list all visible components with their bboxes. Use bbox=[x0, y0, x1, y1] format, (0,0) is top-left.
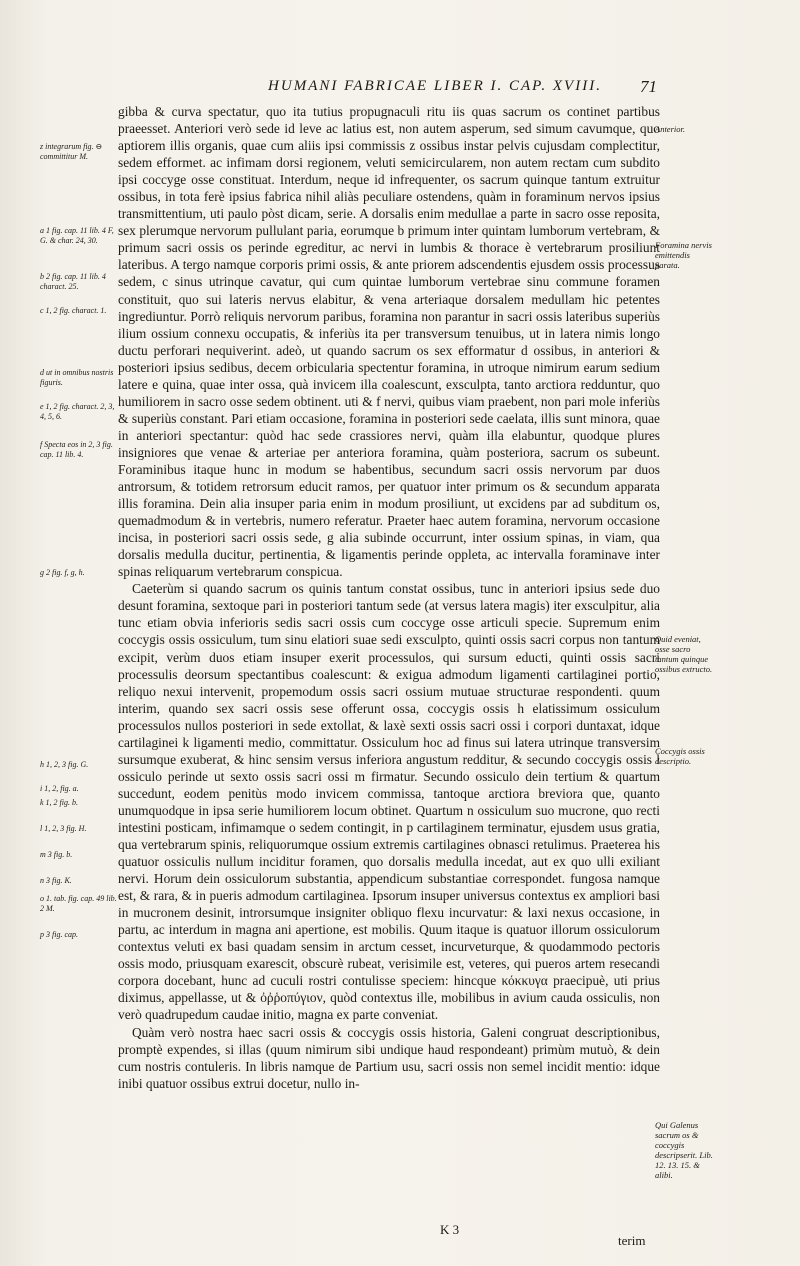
running-title: HUMANI FABRICAE LIBER I. CAP. XVIII. bbox=[268, 78, 602, 94]
right-margin-note: Quid eveniat, osse sacro tantum quinque ossibus extructo. bbox=[655, 634, 713, 674]
left-margin-note: a 1 fig. cap. 11 lib. 4 F, G. & char. 24, 30. bbox=[40, 226, 114, 245]
left-margin-note: m 3 fig. b. bbox=[40, 850, 73, 859]
left-margin-note: i 1, 2, fig. a. bbox=[40, 784, 79, 793]
page-number: 71 bbox=[640, 77, 657, 96]
left-margin-note: k 1, 2 fig. b. bbox=[40, 798, 78, 807]
left-margin-note: o 1. tab. fig. cap. 49 lib. 2 M. bbox=[40, 894, 117, 913]
left-margin-note: e 1, 2 fig. charact. 2, 3, 4, 5, 6. bbox=[40, 402, 115, 421]
left-margin-note: c 1, 2 fig. charact. 1. bbox=[40, 306, 107, 315]
left-margin-note: b 2 fig. cap. 11 lib. 4 charact. 25. bbox=[40, 272, 106, 291]
left-margin-note: l 1, 2, 3 fig. H. bbox=[40, 824, 87, 833]
right-margin-note: Qui Galenus sacrum os & coccygis descripserit. Lib. 12. 13. 15. & alibi. bbox=[655, 1120, 713, 1180]
right-margin-note: Coccygis ossis descriptio. bbox=[655, 746, 705, 766]
main-text bbox=[118, 103, 660, 1092]
catchword: terim bbox=[618, 1233, 646, 1248]
paragraph-1: gibba & curva spectatur, quo ita tutius propugnaculi ritu iis quas sacrum os continet partibus praeesset. Anteriori verò sede id leve ac latius est, non autem asperum, sed simum cavumque, quo aptiorem illis organis, quae cum aliis ipsi commissis z ossibus instar pelvis cujusdam complectitur, sedem efformet. ac infimam dorsi regionem, veluti semicircularem, non autem rectam cum subdito ipsi coccyge osse constituat. Interdum, neque id infrequenter, os sacrum quinque tantum extruitur ossibus, in tota ferè ipsius fabrica nihil aliàs peculiare ostendens, quàm in foraminum nervos ipsius transmittentium, uti paulo pòst dicam, serie. A dorsalis enim medullae a parte in sacro osse reposita, sex plerumque nervorum pullulant paria, eorumque b primum inter quintam lumborum vertebram, & primum sacri ossis os perinde egreditur, ac nervi in lumbis & thorace è vertebrarum prosiliunt lateribus. A tergo namque corporis primi ossis, & ante priorem adscendentis ejusdem ossis processus sedem, c sinus utrinque cavatur, qui cum quintae lumborum vertebrae sinu commune foramen constituit, quo sui lateris nervus elabitur, & vena arteriaque dorsalem medullam hic petentes ingrediuntur. Porrò reliquis nervorum paribus, foramina non parantur in sacri ossis lateribus superiùs ilium ossium connexu occupatis, & inferiùs ita per transversum tenuibus, ut in latera nimis longo ductu perforari nequiverint. adeò, ut quando sacrum os sex efformatur d ossibus, in anteriori & posteriori ipsius sedibus, decem orbicularia spectentur foramina, in utroque nimirum earum sedium latere e quina, quae inter ossa, quà invicem illa coalescunt, exsculpta, tanto arctiora redduntur, quo humiliorem in sacro osse sedem obtinent. uti & f nervi, quibus viam praebent, non pari mole inferiùs & superiùs constant. Pari etiam occasione, foramina in posteriori sede caelata, illis sunt minora, quae in anteriori spectantur: quòd hac sede crassiores nervi, quàm illa elabuntur, quodque plures insigniores que venae & arteriae per anteriora foramina, quàm posteriora, sacrum os subeunt. Foraminibus itaque hunc in modum se habentibus, secundum sacri ossis nervorum par duos antrorsum, & totidem retrorsum educit ramos, per quatuor inter primum os & secundum apparata illis foramina. Dein alia insuper paria enim in modum prosiliunt, ut excidens par ad subditum os, quemadmodum & in vertebris, numero referatur. Praeter haec autem foramina, nervorum occasione incisa, in posteriori sacri ossis sede, g alia subinde occurrunt, inter ossium spinas, in viam, qua dorsalis medulla ducitur, pertinentia, & ligamentis perinde oppleta, ac intervalla foraminave inter spinas reliquarum vertebrarum conspicua. bbox=[118, 104, 660, 580]
left-margin-note: p 3 fig. cap. bbox=[40, 930, 78, 939]
left-margin-note: n 3 fig. K. bbox=[40, 876, 72, 885]
left-margin-note: f Specta eos in 2, 3 fig. cap. 11 lib. 4. bbox=[40, 440, 113, 459]
paragraph-2: Caeterùm si quando sacrum os quinis tantum constat ossibus, tunc in anteriori ipsius sede duo desunt foramina, sextoque pari in posteriori tantum sede (at versus latera magis) iter exsculpitur, alia tunc etiam obvia inferioris sedis sacri ossis cum coccyge osse articuli specie. Supremum enim coccygis ossis ossiculum, tum sinu elatiori suae sedi exsculpto, quinti ossis sacri corpus non tantum excipit, verùm duos etiam insuper exerit processulos, qui sursum educti, quinti ossis sacri processulis deorsum spectantibus coalescunt: & exigua admodum ligamenti cartilaginei portio, reliquo nexui intervenit, propemodum ossis sacri ossium mutuae structurae respondenti. quum interim, quando sex sacri ossis sese offerunt ossa, coccygis ossis h elatissimum ossiculum processulos nullos posteriori in sede extollat, & laxè sexti ossis sacri ossi i corpori duntaxat, idque cartilaginei k ligamenti medio, committatur. Ossiculum hoc ad finus sui latera utrinque transversim sursumque exuberat, & hinc sensim versus inferiora angustum redditur, & secundo coccygis ossis l ossiculo perinde ut sexto ossis sacri ossi m firmatur. Secundo ossiculo dein tertium & quartum succedunt, eodem penitùs modo invicem commissa, tantoque arctiora breviora que, quanto unumquodque in ipsa serie humiliorem locum obtinet. Quartum n ossiculum suo mucrone, quo recti intestini posticam, infimamque o sedem contingit, in p cartilaginem terminatur, ejusdem usus gratia, qua vertebrarum spinis, reliquorumque ossium extremis cartilagines obnasci retulimus. Praeterea his quatuor ossiculis nullum inciditur foramen, quo dorsalis medulla incedat, aut ex quo ulli exiliant nervi. Horum dein ossiculorum substantia, appendicum substantiae correspondet. fungosa namque est, & rara, & in pueris admodum cartilaginea. Ipsorum insuper universus contextus ex ampliori basi in mucronem desinit, introrsumque insigniter obliquo flexu incurvatur: & laxi nexus occasione, in partu, ac interdum in magna ani apertione, est mobilis. Quum itaque is quatuor illorum ossiculorum contextus veluti ex basi quadam sensim in arctum cesset, incurveturque, & quodammodo pectoris ossis modo, priusquam exarescit, obscurè rubeat, verisimile est, veteres, qui pueros artem resecandi corpora docebant, hunc ad cuculi rostri contulisse speciem: hincque κόκκυγα praecipuè, uti prius diximus, appellasse, ut & ὀῤῥοπύγιον, quòd contextus ille, mobilibus in avium cauda ossiculis, non verò quadrupedum caudae initio, magna ex parte conveniat. bbox=[118, 581, 660, 1023]
left-margin-note: z integrarum fig. ⊖ committitur M. bbox=[40, 142, 103, 161]
left-margin-note: h 1, 2, 3 fig. G. bbox=[40, 760, 89, 769]
left-margin-note: d ut in omnibus nostris figuris. bbox=[40, 368, 114, 387]
signature-mark: K 3 bbox=[440, 1222, 460, 1237]
right-margin-note: Anterior. bbox=[655, 124, 685, 134]
left-margin-note: g 2 fig. f, g, h. bbox=[40, 568, 85, 577]
right-margin-note: Foramina nervis emittendis parata. bbox=[655, 240, 712, 270]
paragraph-3: Quàm verò nostra haec sacri ossis & coccygis ossis historia, Galeni congruat descriptionibus, promptè expendes, si illas (quum nimirum sibi undique haud respondeant) primùm mutuò, & dein cum nostris contuleris. In libris namque de Partium usu, sacri ossis non semel incidit mentio: idque inibi quatuor ossibus extrui docetur, nullo in- bbox=[118, 1024, 660, 1091]
